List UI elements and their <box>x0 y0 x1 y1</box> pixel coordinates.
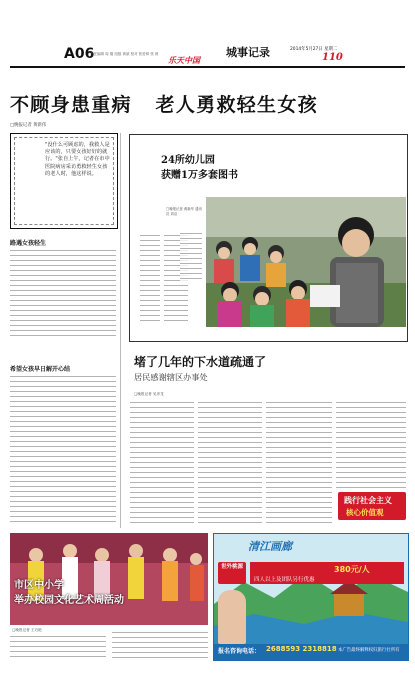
kindergarten-box <box>129 134 408 342</box>
stamp-line2: 核心价值观 <box>346 508 384 517</box>
school-byline: □晚报记者 王巧艳 <box>12 628 42 632</box>
school-body-col2 <box>112 630 208 660</box>
school-photo-box <box>10 533 208 625</box>
drain-body-col2 <box>198 400 262 526</box>
school-body-col1 <box>10 634 106 660</box>
kindergarten-photo <box>206 197 406 327</box>
main-byline: □晚报记者 黄新伟 <box>10 123 47 128</box>
ad-hotline-label: 报名咨询电话： <box>218 648 261 655</box>
core-values-stamp <box>338 492 406 522</box>
drain-body-col1 <box>130 400 194 526</box>
drain-body-col3 <box>266 400 332 526</box>
travel-ad[interactable] <box>213 533 409 661</box>
quote-text: "没什么可顾虑的，我救人是应该的，只要女孩好好的就行。"张自上午，记者在市中医院病房采访勇救轻生女孩的老人时，他这样说。 <box>45 142 110 177</box>
ad-girl-figure <box>218 590 246 644</box>
ad-footer-note: 本广告最终解释权归旅行社所有 <box>338 648 400 653</box>
school-caption-line2: 举办校园文化艺术周活动 <box>14 595 124 606</box>
kindergarten-byline: □晚报记者 黄新华 通讯员 刘洁 <box>166 207 202 216</box>
body-text-rescue <box>10 248 116 336</box>
date-line: 2014年5月27日 星期二 <box>290 47 338 52</box>
ad-hotline-numbers[interactable]: 2688593 2318818 <box>266 645 337 653</box>
kindergarten-title-line1: 24所幼儿园 <box>161 155 215 166</box>
drain-subhead: 居民感谢辖区办事处 <box>134 372 208 382</box>
editor-line: 责任编辑 周 刚 组版 黄斌 校对 张爱林 张 晨 <box>90 52 159 56</box>
kindergarten-body-col3 <box>180 231 202 281</box>
body-text-hope <box>10 374 116 524</box>
kindergarten-title-line2: 获赠1万多套图书 <box>161 170 238 181</box>
main-headline: 不顾身患重病 老人勇救轻生女孩 <box>10 94 318 116</box>
ad-price-line: 四人以上及团队另行优惠 <box>254 577 315 583</box>
stamp-line1: 践行社会主义 <box>344 496 392 505</box>
drain-headline: 堵了几年的下水道疏通了 <box>134 355 267 369</box>
section-title: 城事记录 <box>226 46 270 59</box>
drain-byline: □晚报记者 吴彦龙 <box>134 392 164 396</box>
column-divider <box>120 133 121 528</box>
brand-number: 110 <box>322 52 343 63</box>
ad-price-value: 380元/人 <box>334 565 370 574</box>
subhead-rescue: 路遇女孩轻生 <box>10 240 47 247</box>
ad-logo-text: 清江画廊 <box>248 540 292 553</box>
brand-logo-text: 乐天中国 <box>168 55 200 65</box>
brand-logo <box>168 48 218 65</box>
school-caption-line1: 市区中小学 <box>14 580 64 591</box>
drain-body-col4 <box>336 400 406 490</box>
quote-box <box>10 133 118 229</box>
page-header <box>8 34 407 64</box>
page-code: A06 <box>64 46 95 62</box>
header-rule <box>10 66 405 68</box>
ad-badge: 世外桃源 <box>218 562 246 584</box>
kindergarten-body-col1 <box>140 233 160 323</box>
subhead-hope: 希望女孩早日解开心结 <box>10 366 71 373</box>
